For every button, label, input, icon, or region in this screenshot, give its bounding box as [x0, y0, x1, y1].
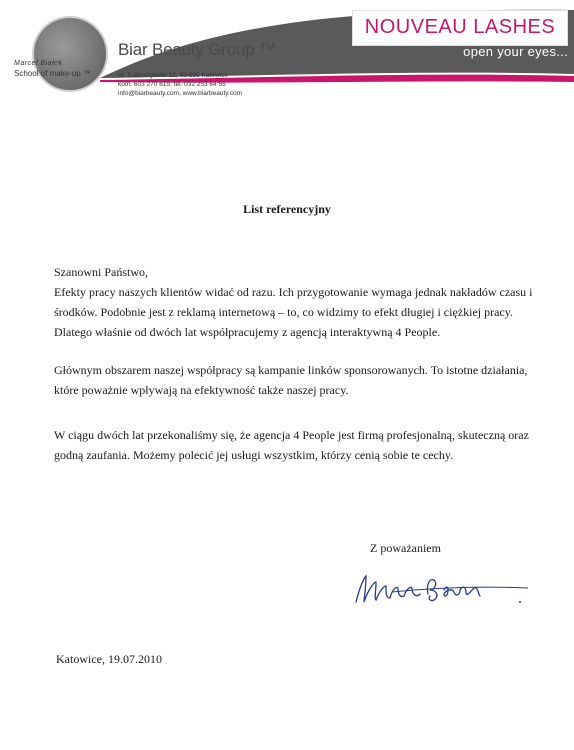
- body-line: środków. Podobnie jest z reklamą internetową – to, co widzimy to efekt długiej i ciężkiej pracy.: [54, 305, 513, 319]
- brand-box: [352, 10, 568, 46]
- school-badge: [8, 60, 96, 80]
- body-line: W ciągu dwóch lat przekonaliśmy się, że agencja 4 People jest firmą profesjonalną, skuteczną oraz: [54, 428, 529, 442]
- body-line: Głównym obszarem naszej współpracy są kampanie linków sponsorowanych. To istotne działania,: [54, 363, 528, 377]
- school-label: School of make-up ™: [14, 69, 91, 78]
- letter-body-p2: [54, 360, 544, 400]
- letter-body-p1: [54, 262, 544, 342]
- closing: Z poważaniem: [370, 541, 441, 555]
- brand-tagline: open your eyes...: [463, 44, 568, 59]
- company-address: [118, 71, 242, 98]
- letter-body-p3: [54, 425, 544, 465]
- address-line: kom. 603 270 619, tel. 032 253 64 55: [118, 81, 226, 88]
- body-line: Dlatego właśnie od dwóch lat współpracujemy z agencją interaktywną 4 People.: [54, 325, 441, 339]
- place-and-date: Katowice, 19.07.2010: [56, 652, 162, 666]
- body-line: godną zaufania. Możemy polecić jej usługi wszystkim, którzy cenią sobie te cechy.: [54, 448, 454, 462]
- letter-title: List referencyjny: [243, 202, 331, 216]
- body-line: Efekty pracy naszych klientów widać od razu. Ich przygotowanie wymaga jednak nakładów czasu i: [54, 285, 533, 299]
- brand-name: NOUVEAU LASHES: [364, 16, 556, 38]
- school-signature: Marcel Białek: [14, 60, 63, 67]
- company-name: Biar Beauty Group ™: [118, 40, 276, 59]
- letterhead: [0, 0, 574, 110]
- handwritten-signature: [352, 568, 532, 612]
- salutation: Szanowni Państwo,: [54, 265, 148, 279]
- address-line: ul. Traktorzystów 12, 40-695 Katowice: [118, 72, 228, 79]
- body-line: które poważnie wpływają na efektywność także naszej pracy.: [54, 383, 349, 397]
- address-line: info@biarbeauty.com, www.biarbeauty.com: [118, 90, 243, 97]
